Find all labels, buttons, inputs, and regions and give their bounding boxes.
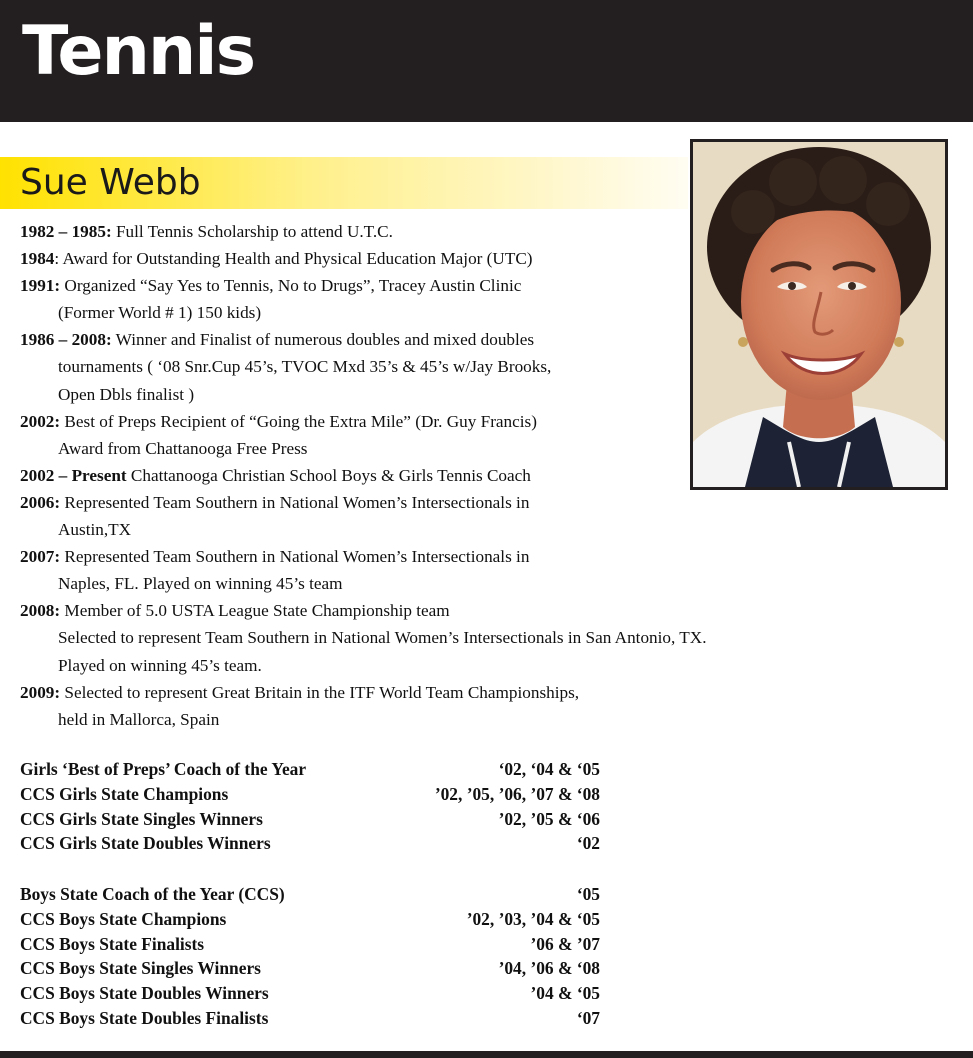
bio-line: Winner and Finalist of numerous doubles and mixed doubles — [115, 330, 535, 350]
award-row — [20, 782, 600, 807]
award-years: ‘02 — [576, 833, 600, 854]
award-row — [20, 907, 600, 932]
award-years: ’04 & ‘05 — [530, 983, 600, 1004]
award-years: ’02, ’05 & ‘06 — [498, 808, 600, 829]
award-name: CCS Boys State Singles Winners — [20, 958, 261, 979]
bio-entry — [20, 272, 880, 326]
bio-entry — [20, 597, 880, 678]
award-row — [20, 1006, 600, 1031]
award-name: CCS Boys State Finalists — [20, 933, 205, 954]
bio-entry — [20, 245, 880, 272]
bio-line: Represented Team Southern in National Women’s Intersectionals in — [64, 547, 530, 567]
bio-label: 2002: — [20, 411, 61, 431]
award-years: ’02, ’03, ’04 & ‘05 — [466, 908, 600, 929]
boys-awards-list — [20, 882, 600, 1031]
bio-entry — [20, 679, 880, 733]
award-name: CCS Boys State Doubles Finalists — [20, 1007, 269, 1028]
bio-line: Member of 5.0 USTA League State Championship team — [64, 601, 450, 621]
girls-awards-list — [20, 757, 600, 856]
bio-label: 1986 – 2008: — [20, 330, 112, 350]
bio-label: 1982 – 1985: — [20, 222, 112, 241]
bio-line: Best of Preps Recipient of “Going the Extra Mile” (Dr. Guy Francis) — [64, 411, 537, 431]
bio-entry — [20, 326, 880, 407]
bio-entry — [20, 408, 880, 462]
award-years: ‘05 — [576, 884, 600, 904]
bio-line: Austin,TX — [58, 520, 132, 540]
bio-label: 2008: — [20, 601, 61, 621]
award-row — [20, 981, 600, 1006]
award-name: Girls ‘Best of Preps’ Coach of the Year — [20, 759, 307, 779]
award-row — [20, 882, 600, 907]
bio-entry — [20, 489, 880, 543]
bio-label: 2002 – Present — [20, 465, 127, 485]
bio-line: Open Dbls finalist ) — [58, 384, 195, 404]
bio-line: : Award for Outstanding Health and Physical Education Major (UTC) — [54, 249, 533, 269]
award-name: CCS Boys State Doubles Winners — [20, 983, 269, 1004]
bio-label: 2006: — [20, 492, 61, 512]
bio-entry — [20, 462, 880, 489]
bio-line: Chattanooga Christian School Boys & Girls Tennis Coach — [130, 465, 531, 485]
award-years: ’04, ’06 & ‘08 — [498, 958, 600, 979]
bio-line: Award from Chattanooga Free Press — [58, 438, 308, 458]
bottom-divider — [0, 1051, 973, 1058]
bio-line: Full Tennis Scholarship to attend U.T.C. — [115, 222, 393, 241]
award-years: ‘02, ‘04 & ‘05 — [498, 759, 600, 779]
award-row — [20, 831, 600, 856]
bio-entry — [20, 543, 880, 597]
bio-line: Selected to represent Great Britain in the ITF World Team Championships, — [64, 682, 580, 702]
award-name: CCS Girls State Champions — [20, 783, 229, 804]
bio-label: 2009: — [20, 682, 61, 702]
bio-label: 1984 — [20, 249, 55, 269]
award-row — [20, 807, 600, 832]
award-row — [20, 757, 600, 782]
award-name: CCS Girls State Doubles Winners — [20, 833, 271, 854]
bio-line: Selected to represent Team Southern in National Women’s Intersectionals in San Antonio, TX. — [58, 628, 707, 648]
bio-line: (Former World # 1) 150 kids) — [58, 303, 262, 323]
award-row — [20, 932, 600, 957]
award-name: Boys State Coach of the Year (CCS) — [20, 884, 285, 904]
bio-line: tournaments ( ‘08 Snr.Cup 45’s, TVOC Mxd 35’s & 45’s w/Jay Brooks, — [58, 357, 552, 377]
bio-line: Represented Team Southern in National Women’s Intersectionals in — [64, 492, 530, 512]
bio-line: held in Mallorca, Spain — [58, 709, 220, 729]
award-years: ’06 & ’07 — [530, 933, 600, 954]
bio-entry — [20, 218, 880, 245]
award-name: CCS Boys State Champions — [20, 908, 227, 929]
biography — [20, 218, 880, 733]
award-years: ‘07 — [576, 1007, 600, 1028]
coach-name: Sue Webb — [20, 162, 201, 203]
bio-label: 2007: — [20, 547, 61, 567]
bio-line: Naples, FL. Played on winning 45’s team — [58, 574, 343, 594]
page-header — [0, 0, 973, 122]
bio-line: Played on winning 45’s team. — [58, 655, 262, 675]
bio-label: 1991: — [20, 276, 61, 296]
page-title: Tennis — [22, 12, 255, 91]
award-name: CCS Girls State Singles Winners — [20, 808, 263, 829]
bio-line: Organized “Say Yes to Tennis, No to Drugs”, Tracey Austin Clinic — [64, 276, 522, 296]
award-row — [20, 956, 600, 981]
award-years: ’02, ’05, ’06, ’07 & ‘08 — [434, 783, 600, 804]
